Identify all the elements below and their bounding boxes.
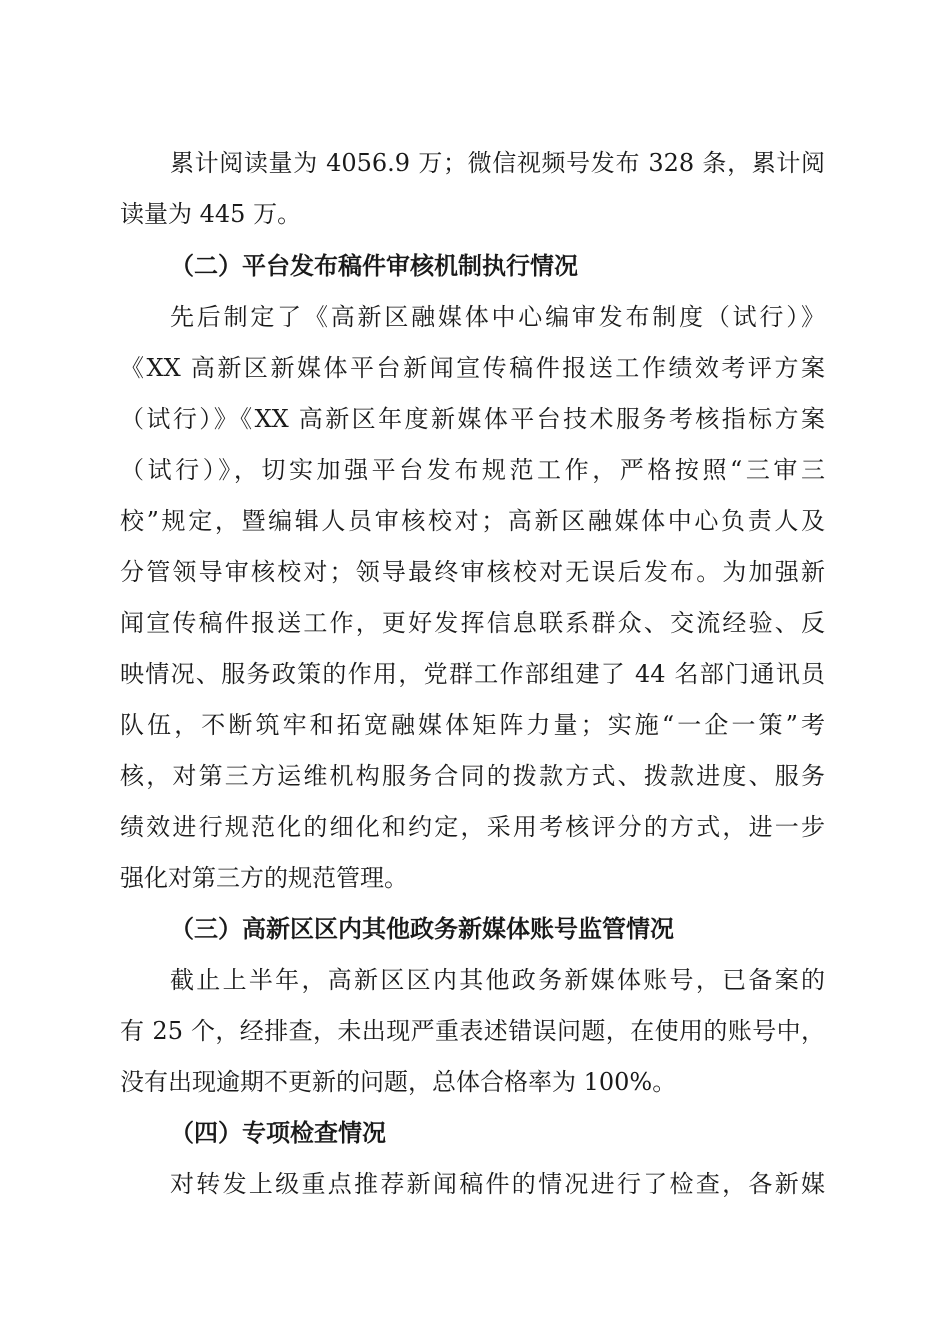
paragraph-2-line-8: 映情况、服务政策的作用，党群工作部组建了 44 名部门通讯员	[120, 660, 825, 688]
section-heading-4: （四）专项检查情况	[170, 1118, 386, 1147]
paragraph-2-line-6: 分管领导审核校对；领导最终审核校对无误后发布。为加强新	[120, 558, 825, 586]
paragraph-2-line-12: 强化对第三方的规范管理。	[120, 864, 408, 892]
paragraph-4-line-1: 对转发上级重点推荐新闻稿件的情况进行了检查，各新媒	[170, 1170, 825, 1198]
paragraph-2-line-7: 闻宣传稿件报送工作，更好发挥信息联系群众、交流经验、反	[120, 609, 825, 637]
paragraph-2-line-10: 核，对第三方运维机构服务合同的拨款方式、拨款进度、服务	[120, 762, 825, 790]
paragraph-2-line-4: （试行）》，切实加强平台发布规范工作，严格按照“三审三	[120, 456, 825, 484]
paragraph-2-line-2: 《XX 高新区新媒体平台新闻宣传稿件报送工作绩效考评方案	[120, 354, 825, 382]
paragraph-2-line-3: （试行）》《XX 高新区年度新媒体平台技术服务考核指标方案	[120, 405, 825, 433]
section-heading-3: （三）高新区区内其他政务新媒体账号监管情况	[170, 914, 674, 943]
paragraph-2-line-9: 队伍，不断筑牢和拓宽融媒体矩阵力量；实施“一企一策”考	[120, 711, 825, 739]
paragraph-1-line-1: 累计阅读量为 4056.9 万；微信视频号发布 328 条，累计阅	[170, 149, 825, 177]
paragraph-2-line-1: 先后制定了《高新区融媒体中心编审发布制度（试行）》	[170, 303, 825, 331]
paragraph-3-line-3: 没有出现逾期不更新的问题，总体合格率为 100%。	[120, 1068, 677, 1096]
paragraph-2-line-11: 绩效进行规范化的细化和约定，采用考核评分的方式，进一步	[120, 813, 825, 841]
paragraph-2-line-5: 校”规定，暨编辑人员审核校对；高新区融媒体中心负责人及	[120, 507, 825, 535]
paragraph-3-line-1: 截止上半年，高新区区内其他政务新媒体账号，已备案的	[170, 966, 825, 994]
paragraph-1-line-2: 读量为 445 万。	[120, 200, 302, 228]
paragraph-3-line-2: 有 25 个，经排查，未出现严重表述错误问题，在使用的账号中，	[120, 1017, 825, 1045]
section-heading-2: （二）平台发布稿件审核机制执行情况	[170, 251, 578, 280]
